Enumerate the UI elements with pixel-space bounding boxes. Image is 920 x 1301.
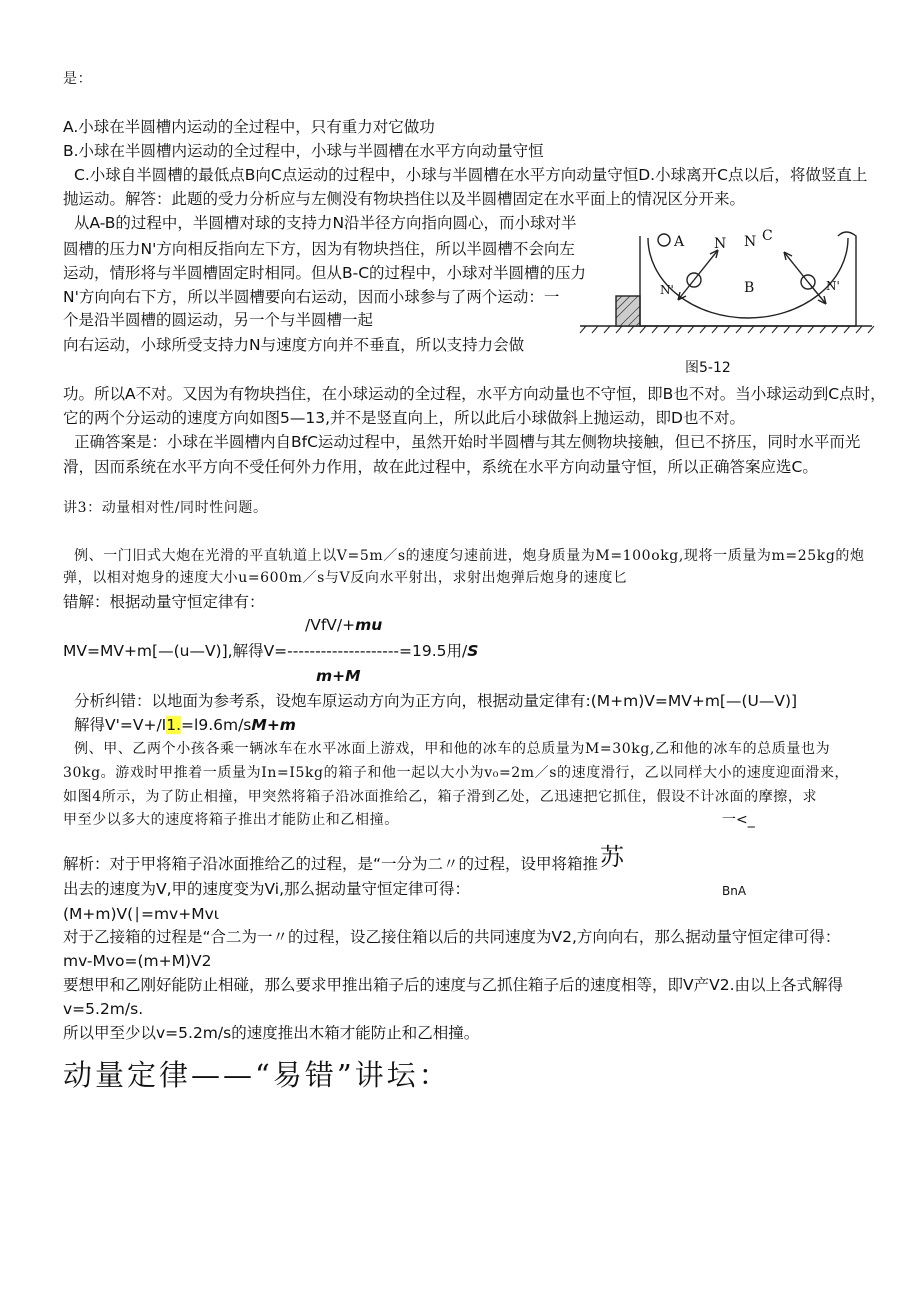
answer-line: 正确答案是：小球在半圆槽内自BfC运动过程中，虽然开始时半圆槽与其左侧物块接触，但已不挤压，同时水平而光	[74, 433, 861, 451]
example-2-line: 甲至少以多大的速度将箱子推出才能防止和乙相撞。	[63, 812, 399, 828]
conclusion-line: 功。所以A不对。又因为有物块挡住，在小球运动的全过程，水平方向动量也不守恒，即B也不对。当小球运动到C点时，	[63, 385, 886, 403]
label-n-prime-left: N'	[660, 283, 674, 297]
label-n-prime-right: N'	[826, 279, 840, 293]
analysis-line: 从A-B的过程中，半圆槽对球的支持力N沿半径方向指向圆心，而小球对半	[74, 214, 577, 232]
solution-line: 对于乙接箱的过程是“合二为一〃的过程，设乙接住箱以后的共同速度为V2,方向向右，那么据动量守恒定律可得：	[63, 928, 841, 946]
label-a: A	[674, 234, 685, 250]
example-1-line: 例、一门旧式大炮在光滑的平直轨道上以V=5m／s的速度匀速前进，炮身质量为M=100okg,现将一质量为m=25kg的炮	[74, 548, 865, 564]
blocking-block	[616, 296, 640, 326]
example-2-line: 如图4所示，为了防止相撞，甲突然将箱子沿冰面推给乙，箱子滑到乙处，乙迅速把它抓住，假设不计冰面的摩擦，求	[63, 789, 818, 805]
label-c: C	[762, 228, 773, 244]
section-title: 动量定律——“易错”讲坛：	[63, 1058, 451, 1092]
label-n-left: N	[714, 236, 727, 252]
option-c-d: C.小球自半圆槽的最低点B向C点运动的过程中，小球与半圆槽在水平方向动量守恒D.小球离开C点以后，将做竖直上	[74, 166, 868, 184]
wrong-formula-denominator: m+M	[316, 667, 361, 685]
wrong-formula-equation: MV=MV+m[—(u—V)],解得V=--------------------=19.5用/S	[63, 642, 479, 660]
example-2-line: 例、甲、乙两个小孩各乘一辆冰车在水平冰面上游戏，甲和他的冰车的总质量为M=30kg,乙和他的冰车的总质量也为	[74, 741, 831, 757]
analysis-line: N'方向向右下方，所以半圆槽要向右运动，因而小球参与了两个运动：一	[63, 288, 560, 306]
solution-line: 要想甲和乙刚好能防止相碰，那么要求甲推出箱子后的速度与乙抓住箱子后的速度相等，即V产V2.由以上各式解得	[63, 976, 843, 994]
example-2-line: 30kg。游戏时甲推着一质量为In=I5kg的箱子和他一起以大小为v₀=2m／s的速度滑行，乙以同样大小的速度迎面滑来，	[63, 765, 850, 781]
solution-equation: (M+m)V(∣=mv+Mvι	[63, 905, 219, 923]
example-2-figure-mark: 一<_	[722, 812, 755, 828]
correct-analysis-line: 分析纠错：以地面为参考系，设炮车原运动方向为正方向，根据动量定律有:(M+m)V=MV+m[—(U—V)]	[74, 692, 798, 710]
option-d-continued: 抛运动。解答：此题的受力分析应与左侧没有物块挡住以及半圆槽固定在水平面上的情况区分开来。	[63, 190, 746, 208]
solution-conclusion: 所以甲至少以v=5.2m∕s的速度推出木箱才能防止和乙相撞。	[63, 1024, 480, 1042]
option-a: A.小球在半圆槽内运动的全过程中，只有重力对它做功	[63, 118, 435, 136]
example-1-line: 弹，以相对炮身的速度大小u=600m／s与V反向水平射出，求射出炮弹后炮身的速度匕	[63, 570, 628, 586]
correct-result-line: 解得V'=V+/I1.=l9.6m∕sM+m	[74, 716, 296, 734]
option-b: B.小球在半圆槽内运动的全过程中，小球与半圆槽在水平方向动量守恒	[63, 142, 544, 160]
wrong-formula-numerator: /VfV/+mu	[305, 616, 383, 634]
analysis-line: 向右运动，小球所受支持力N与速度方向并不垂直，所以支持力会做	[63, 336, 525, 354]
solution-figure-label: BnA	[722, 884, 747, 898]
lecture-3-title: 讲3：动量相对性/同时性问题。	[63, 500, 268, 516]
force-n-left	[694, 250, 718, 280]
wrong-solution-label: 错解：根据动量守恒定律有：	[63, 593, 265, 611]
conclusion-line: 它的两个分运动的速度方向如图5—13,并不是竖直向上，所以此后小球做斜上抛运动，即D也不对。	[63, 409, 745, 427]
figure-caption: 图5-12	[685, 360, 731, 376]
solution-line: 解析：对于甲将箱子沿冰面推给乙的过程，是“一分为二〃的过程，设甲将箱推	[63, 855, 599, 873]
analysis-line: 运动，情形将与半圆槽固定时相同。但从B-C的过程中，小球对半圆槽的压力	[63, 264, 587, 282]
solution-figure-mark: 苏	[600, 843, 624, 871]
highlighted-text: 1.	[166, 716, 182, 734]
trough-inner-arc	[648, 238, 848, 318]
answer-line: 滑，因而系统在水平方向不受任何外力作用，故在此过程中，系统在水平方向动量守恒，所以正确答案应选C。	[63, 458, 818, 476]
force-n-right	[784, 252, 808, 282]
analysis-line: 个是沿半圆槽的圆运动，另一个与半圆槽一起	[63, 311, 374, 329]
header-fragment: 是：	[63, 71, 93, 87]
force-n-prime-left	[678, 280, 694, 300]
solution-equation: mv-Mvo=(m+M)V2	[63, 952, 212, 970]
solution-line: 出去的速度为V,甲的速度变为Vi,那么据动量守恒定律可得：	[63, 880, 471, 898]
label-b: B	[744, 280, 755, 296]
label-n-right: N	[744, 234, 757, 250]
half-cylinder-trough-figure	[576, 222, 876, 340]
solution-result: v=5.2m∕s.	[63, 1000, 144, 1018]
analysis-line: 圆槽的压力N'方向相反指向左下方，因为有物块挡住，所以半圆槽不会向左	[63, 240, 575, 258]
ground-hatching	[580, 326, 874, 333]
ball-at-a	[658, 234, 670, 246]
